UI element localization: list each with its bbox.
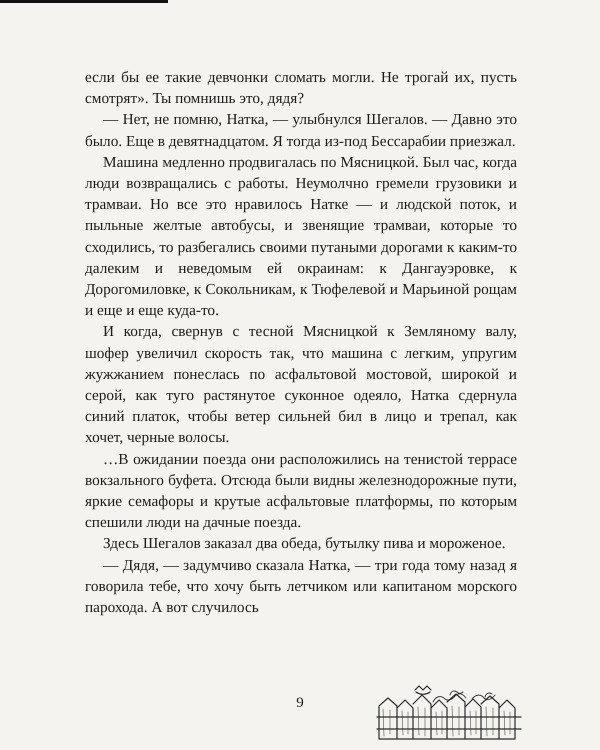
paragraph-3: Машина медленно продвигалась по Мясницкой. Был час, когда люди возвращались с работы. Неумолчно гремели грузовики и трамваи. Но все это нравилось Натке — и людской поток, и пыльные желтые автобусы, и звенящие трамваи, которые то сходились, то разбегались своими путаными дорогами к каким-то далеким и неведомым ей окраинам: к Дангауэровке, к Дорогомиловке, к Сокольникам, к Тюфелевой и Марьиной рощам и еще и еще куда-то.: [85, 153, 517, 320]
book-page-text: [85, 67, 517, 618]
paragraph-5: …В ожидании поезда они расположились на тенистой террасе вокзального буфета. Отсюда были видны железнодорожные пути, яркие семафоры и крутые асфальтовые платформы, по которым спешили люди на дачные поезда.: [85, 450, 517, 532]
paragraph-2: — Нет, не помню, Натка, — улыбнулся Шегалов. — Давно это было. Еще в девятнадцатом. Я тогда из-под Бессарабии приезжал.: [85, 111, 517, 150]
fence-illustration: [375, 684, 523, 742]
page-number: 9: [296, 695, 304, 711]
top-edge-dark-strip: [0, 0, 168, 3]
paragraph-7: — Дядя, — задумчиво сказала Натка, — три года тому назад я говорила тебе, что хочу быть летчиком или капитаном морского парохода. А вот случилось: [85, 556, 517, 617]
paragraph-6: Здесь Шегалов заказал два обеда, бутылку пива и мороженое.: [103, 535, 506, 553]
paragraph-4: И когда, свернув с тесной Мясницкой к Земляному валу, шофер увеличил скорость так, что машина с легким, упругим жужжанием понеслась по асфальтовой мостовой, широкой и серой, как туго растянутое суконное одеяло, Натка сдернула синий платок, чтобы ветер сильней бил в лицо и трепал, как хочет, черные волосы.: [85, 323, 517, 447]
paragraph-1: если бы ее такие девчонки сломать могли. Не трогай их, пусть смотрят». Ты помнишь это, дядя?: [85, 69, 517, 108]
